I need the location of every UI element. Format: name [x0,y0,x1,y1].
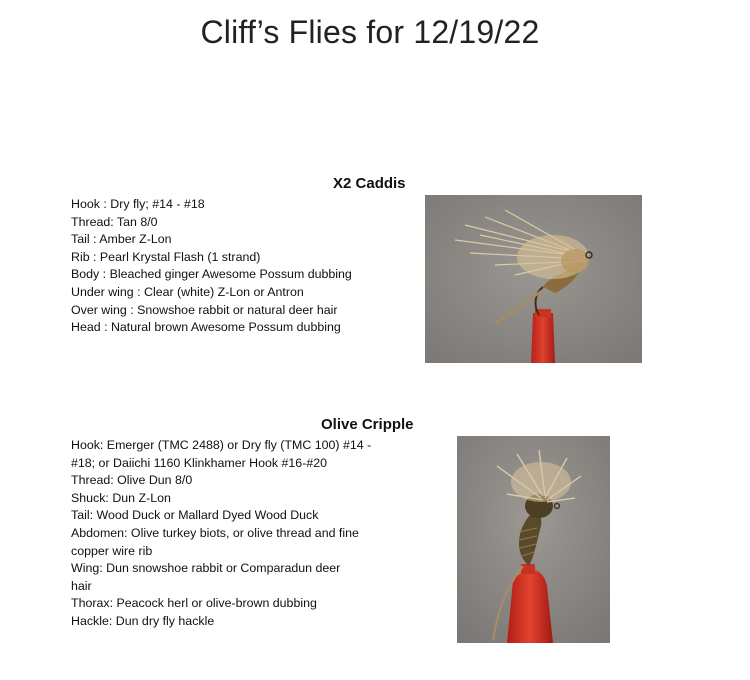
recipe-line: Abdomen: Olive turkey biots, or olive thread and fine [71,525,359,540]
recipe-line: Hackle: Dun dry fly hackle [71,613,215,628]
recipe-line: hair [71,578,92,593]
recipe-line: #18; or Daiichi 1160 Klinkhamer Hook #16-#20 [71,455,327,470]
recipe-line: Shuck: Dun Z-Lon [71,490,171,505]
recipe-line: Thread: Tan 8/0 [71,214,158,229]
olive-cripple-fly-photo [457,436,610,643]
recipe-line: Tail : Amber Z-Lon [71,232,172,247]
page-title: Cliff’s Flies for 12/19/22 [200,14,540,50]
fly-heading-x2-caddis: X2 Caddis [333,175,406,192]
recipe-line: Thorax: Peacock herl or olive-brown dubbing [71,596,317,611]
fly-heading-olive-cripple: Olive Cripple [321,416,414,433]
recipe-line: Hook : Dry fly; #14 - #18 [71,197,205,211]
recipe-line: Over wing : Snowshoe rabbit or natural deer hair [71,302,338,317]
recipe-line: Head : Natural brown Awesome Possum dubbing [71,320,341,335]
recipe-line: Wing: Dun snowshoe rabbit or Comparadun deer [71,561,341,576]
recipe-line: Under wing : Clear (white) Z-Lon or Antron [71,284,304,299]
recipe-olive-cripple [71,437,371,631]
recipe-line: Body : Bleached ginger Awesome Possum dubbing [71,267,352,282]
recipe-x2-caddis [71,196,352,337]
recipe-line: Thread: Olive Dun 8/0 [71,473,193,488]
x2-caddis-fly-photo [425,195,642,363]
recipe-line: Rib : Pearl Krystal Flash (1 strand) [71,249,261,264]
recipe-line: Hook: Emerger (TMC 2488) or Dry fly (TMC 100) #14 - [71,438,372,452]
recipe-line: copper wire rib [71,543,153,558]
recipe-line: Tail: Wood Duck or Mallard Dyed Wood Duck [71,508,319,523]
